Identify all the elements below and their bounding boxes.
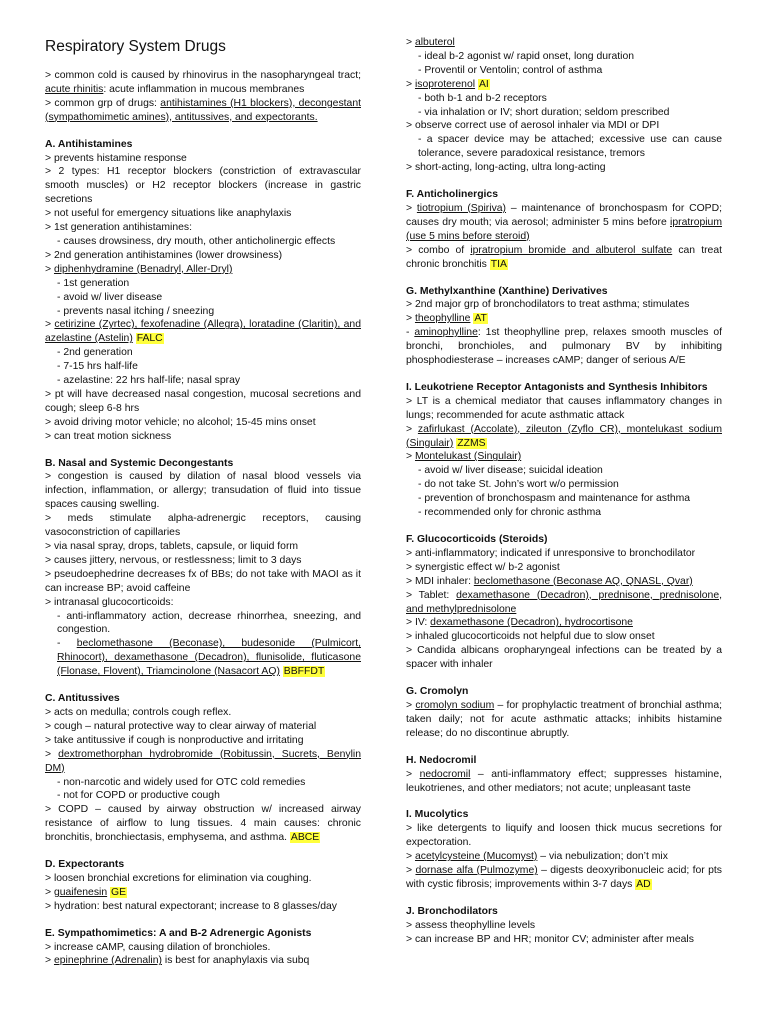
text: > xyxy=(45,319,55,331)
note-line: > can treat motion sickness xyxy=(45,430,172,442)
section-sympathomimetics xyxy=(45,927,361,969)
section-heading: J. Bronchodilators xyxy=(406,905,498,917)
note-line: - causes drowsiness, dry mouth, other anticholinergic effects xyxy=(57,235,336,247)
drug-name: beclomethasone (Beconase AQ, QNASL, Qvar) xyxy=(473,575,693,587)
text: - xyxy=(57,638,77,650)
text: > xyxy=(406,865,416,877)
note-line: > short-acting, long-acting, ultra long-acting xyxy=(406,162,606,174)
drug-name: cromolyn sodium xyxy=(415,699,495,711)
note-line: - Proventil or Ventolin; control of asthma xyxy=(418,64,603,76)
note-line: > observe correct use of aerosol inhaler via MDI or DPI xyxy=(406,120,660,132)
section-anticholinergics xyxy=(406,188,722,271)
mnemonic-highlight: AD xyxy=(636,878,651,890)
note-line xyxy=(406,616,722,630)
drug-name: epinephrine (Adrenalin) xyxy=(53,955,162,967)
note-line: > synergistic effect w/ b-2 agonist xyxy=(406,561,560,573)
note-line: > prevents histamine response xyxy=(45,152,187,164)
section-heading: I. Leukotriene Receptor Antagonists and Synthesis Inhibitors xyxy=(406,381,708,393)
drug-name: ipratropium (use 5 mins before steroid) xyxy=(406,216,722,242)
drug-name: beclomethasone (Beconase), budesonide (Pulmicort, Rhinocort), dexamethasone (Decadron), flunisolide, fluticasone (Flonase, Flovent), Triamcinolone (Nasacort AQ) xyxy=(57,638,361,678)
section-sympathomimetics-cont xyxy=(406,36,722,175)
text: > IV: xyxy=(406,617,431,629)
note-line: > acts on medulla; controls cough reflex. xyxy=(45,706,232,718)
note-line xyxy=(406,423,722,451)
section-antitussives xyxy=(45,692,361,845)
note-line xyxy=(406,850,722,864)
text: > MDI inhaler: xyxy=(406,575,474,587)
text: > xyxy=(45,263,54,275)
note-line: - a spacer device may be attached; excessive use can cause tolerance, severe paradoxical resistance, tremors xyxy=(418,134,722,160)
note-line: - anti-inflammatory action, decrease rhinorrhea, sneezing, and congestion. xyxy=(57,610,361,636)
mnemonic-highlight: AT xyxy=(474,313,487,325)
note-line xyxy=(45,318,361,346)
note-line: > inhaled glucocorticoids not helpful due to slow onset xyxy=(406,631,655,643)
note-line: > pt will have decreased nasal congestion, mucosal secretions and cough; sleep 6-8 hrs xyxy=(45,388,361,414)
note-line xyxy=(45,263,361,277)
note-line: - via inhalation or IV; short duration; seldom prescribed xyxy=(418,106,670,118)
text: > xyxy=(45,955,54,967)
note-line: > LT is a chemical mediator that causes inflammatory changes in lungs; recommended for acute asthmatic attack xyxy=(406,395,722,421)
text: > xyxy=(406,768,420,780)
drug-name: zafirlukast (Accolate), zileuton (Zyflo CR), montelukast sodium (Singulair) xyxy=(406,423,722,449)
text: > xyxy=(406,313,415,325)
mnemonic-highlight: FALC xyxy=(136,333,163,345)
mnemonic-highlight: ABCE xyxy=(290,832,320,844)
drug-name: nedocromil xyxy=(419,768,471,780)
note-line: > congestion is caused by dilation of nasal blood vessels via infection, inflammation, or allergy; transudation of fluid into tissue spaces causing swelling. xyxy=(45,471,361,511)
note-line: > assess theophylline levels xyxy=(406,919,536,931)
text: – digests deoxyribonucleic acid; for pts with cystic fibrosis; improvements within 3-7 days xyxy=(406,865,722,890)
drug-name: aminophylline xyxy=(414,327,478,339)
text: : acute inflammation in mucous membranes xyxy=(103,83,305,95)
note-line: > cough – natural protective way to clear airway of material xyxy=(45,720,317,732)
mnemonic-highlight: AI xyxy=(478,78,489,90)
section-heading: F. Glucocorticoids (Steroids) xyxy=(406,534,548,545)
section-nedocromil xyxy=(406,754,722,796)
text: – maintenance of bronchospasm for COPD; causes dry mouth; via aerosol; administer 5 mins before xyxy=(406,202,722,228)
text: - xyxy=(406,327,415,339)
text: > common cold is caused by rhinovirus in the nasopharyngeal tract; xyxy=(45,70,361,81)
note-line: > Candida albicans oropharyngeal infections can be treated by a spacer with inhaler xyxy=(406,645,722,671)
note-line: - recommended only for chronic asthma xyxy=(418,507,602,519)
section-expectorants xyxy=(45,858,361,914)
page-title: Respiratory System Drugs xyxy=(45,38,226,55)
section-heading: I. Mucolytics xyxy=(406,809,469,821)
note-line: > loosen bronchial excretions for elimination via coughing. xyxy=(45,872,312,884)
drug-name: isoproterenol xyxy=(414,78,476,90)
note-line xyxy=(406,312,722,326)
note-line xyxy=(406,699,722,741)
note-line: > meds stimulate alpha-adrenergic receptors, causing vasoconstriction of capillaries xyxy=(45,513,361,539)
note-line: > like detergents to liquify and loosen thick mucus secretions for expectoration. xyxy=(406,823,722,849)
drug-name: Montelukast (Singulair) xyxy=(414,451,522,463)
note-line: - 2nd generation xyxy=(57,347,133,359)
text: > xyxy=(45,748,59,760)
note-line xyxy=(406,575,722,589)
drug-name: theophylline xyxy=(414,313,471,325)
intro-section xyxy=(45,69,361,125)
note-line xyxy=(45,748,361,776)
note-line: - not for COPD or productive cough xyxy=(57,790,220,802)
note-line: > take antitussive if cough is nonproductive and irritating xyxy=(45,734,304,746)
section-mucolytics xyxy=(406,808,722,891)
note-line xyxy=(406,36,722,50)
note-line xyxy=(45,803,361,845)
drug-name: dornase alfa (Pulmozyme) xyxy=(415,865,538,877)
note-line xyxy=(406,864,722,892)
note-line: > pseudoephedrine decreases fx of BBs; do not take with MAOI as it can increase BP; avoid caffeine xyxy=(45,568,361,594)
note-line: > not useful for emergency situations like anaphylaxis xyxy=(45,208,292,220)
text: > combo of xyxy=(406,244,471,256)
text: > xyxy=(45,886,54,898)
text: > COPD – caused by airway obstruction w/ increased airway resistance of airflow to lung tissues. 4 main causes: chronic bronchitis, bronchiectasis, emphysema, and asthma. xyxy=(45,804,361,844)
text: > xyxy=(406,423,418,435)
note-line: > can increase BP and HR; monitor CV; administer after meals xyxy=(406,933,694,945)
drug-name: acetylcysteine (Mucomyst) xyxy=(414,851,538,863)
drug-name: cetirizine (Zyrtec), fexofenadine (Allegra), loratadine (Claritin), and azelastine (Astelin) xyxy=(45,319,361,345)
section-heading: A. Antihistamines xyxy=(45,138,133,150)
note-line: - 7-15 hrs half-life xyxy=(57,361,138,373)
section-heading: G. Cromolyn xyxy=(406,686,469,698)
note-line: > 2 types: H1 receptor blockers (constriction of extravascular smooth muscles) or H2 receptor blockers (increase in gastric secretions xyxy=(45,166,361,206)
drug-name: albuterol xyxy=(414,37,455,48)
left-column xyxy=(45,0,361,981)
text: > xyxy=(406,78,415,90)
note-line xyxy=(406,326,722,368)
mnemonic-highlight: TIA xyxy=(490,258,507,270)
note-line xyxy=(45,637,361,679)
note-line: - prevents nasal itching / sneezing xyxy=(57,305,215,317)
drug-name: dexamethasone (Decadron), prednisone, prednisolone, and methylprednisolone xyxy=(406,589,722,615)
note-line xyxy=(45,954,361,968)
right-column xyxy=(406,0,722,960)
mnemonic-highlight: ZZMS xyxy=(457,437,486,449)
note-line xyxy=(406,244,722,272)
note-line: > 1st generation antihistamines: xyxy=(45,222,193,234)
note-line: > causes jittery, nervous, or restlessness; limit to 3 days xyxy=(45,554,302,566)
note-line: - avoid w/ liver disease xyxy=(57,291,163,303)
text: : 1st theophylline prep, relaxes smooth muscles of bronchi, bronchioles, and pulmonary BV by inhibiting phosphodiesterase – increases cAMP; danger of serious A/E xyxy=(406,327,722,367)
text: – for prophylactic treatment of bronchial asthma; taken daily; not for acute asthmatic attacks; inhibits histamine release; do no discontinue abruptly. xyxy=(406,699,722,739)
text: – anti-inflammatory effect; suppresses histamine, leukotrienes, and other mediators; not acute; unpleasant taste xyxy=(406,768,722,794)
note-line xyxy=(406,78,722,92)
note-line: > 2nd major grp of bronchodilators to treat asthma; stimulates xyxy=(406,299,690,311)
text: is best for anaphylaxis via subq xyxy=(162,955,310,967)
text: > xyxy=(406,37,415,48)
note-line: - azelastine: 22 hrs half-life; nasal spray xyxy=(57,375,241,387)
term: acute rhinitis xyxy=(45,83,104,95)
note-line: > avoid driving motor vehicle; no alcohol; 15-45 mins onset xyxy=(45,416,316,428)
note-line xyxy=(406,768,722,796)
note-line: > increase cAMP, causing dilation of bronchioles. xyxy=(45,941,271,953)
drug-name: tiotropium (Spiriva) xyxy=(416,202,507,214)
text: > xyxy=(406,851,415,863)
note-line xyxy=(45,886,361,900)
section-leukotriene xyxy=(406,381,722,520)
note-line: - do not take St. John’s wort w/o permission xyxy=(418,479,619,491)
drug-name: diphenhydramine (Benadryl, Aller-Dryl) xyxy=(53,263,233,275)
drug-name: dexamethasone (Decadron), hydrocortisone xyxy=(430,617,633,629)
note-line: > 2nd generation antihistamines (lower drowsiness) xyxy=(45,249,283,261)
note-line: > anti-inflammatory; indicated if unresponsive to bronchodilator xyxy=(406,547,696,559)
section-heading: C. Antitussives xyxy=(45,693,120,705)
text: > Tablet: xyxy=(406,589,457,601)
note-line: - non-narcotic and widely used for OTC cold remedies xyxy=(57,776,306,788)
note-line xyxy=(406,589,722,617)
section-heading: B. Nasal and Systemic Decongestants xyxy=(45,457,234,469)
section-antihistamines xyxy=(45,138,361,444)
text: > xyxy=(406,699,416,711)
top-spacer xyxy=(406,0,722,36)
note-line: - both b-1 and b-2 receptors xyxy=(418,92,547,104)
intro-line xyxy=(45,69,361,97)
section-decongestants xyxy=(45,457,361,680)
section-heading: H. Nedocromil xyxy=(406,754,477,766)
section-heading: E. Sympathomimetics: A and B-2 Adrenergic Agonists xyxy=(45,927,312,939)
text: > common grp of drugs: xyxy=(45,97,161,109)
section-glucocorticoids xyxy=(406,533,722,672)
note-line: - ideal b-2 agonist w/ rapid onset, long duration xyxy=(418,50,635,62)
note-line xyxy=(406,450,722,464)
mnemonic-highlight: GE xyxy=(111,886,127,898)
section-heading: D. Expectorants xyxy=(45,859,125,871)
intro-line xyxy=(45,97,361,125)
section-cromolyn xyxy=(406,685,722,741)
text: can treat chronic bronchitis xyxy=(406,244,722,270)
section-heading: G. Methylxanthine (Xanthine) Derivatives xyxy=(406,285,608,297)
note-line: > hydration: best natural expectorant; increase to 8 glasses/day xyxy=(45,900,337,912)
mnemonic-highlight: BBFFDT xyxy=(283,666,325,678)
section-methylxanthine xyxy=(406,285,722,368)
text: – via nebulization; don’t mix xyxy=(537,851,668,863)
drug-name: guaifenesin xyxy=(53,886,108,898)
section-bronchodilators xyxy=(406,905,722,947)
text: > xyxy=(406,451,415,463)
note-line: - avoid w/ liver disease; suicidal ideation xyxy=(418,465,603,477)
drug-name: ipratropium bromide and albuterol sulfate xyxy=(470,244,673,256)
text: > xyxy=(406,202,417,214)
note-line xyxy=(406,202,722,244)
note-line: > via nasal spray, drops, tablets, capsule, or liquid form xyxy=(45,541,299,552)
note-line: > intranasal glucocorticoids: xyxy=(45,596,174,608)
term: antihistamines (H1 blockers), decongestant (sympathomimetic amines), antitussives, and expectorants. xyxy=(45,97,361,123)
note-line: - prevention of bronchospasm and maintenance for asthma xyxy=(418,493,691,505)
note-line: - 1st generation xyxy=(57,277,130,289)
section-heading: F. Anticholinergics xyxy=(406,189,498,201)
drug-name: dextromethorphan hydrobromide (Robitussin, Sucrets, Benylin DM) xyxy=(45,748,361,774)
